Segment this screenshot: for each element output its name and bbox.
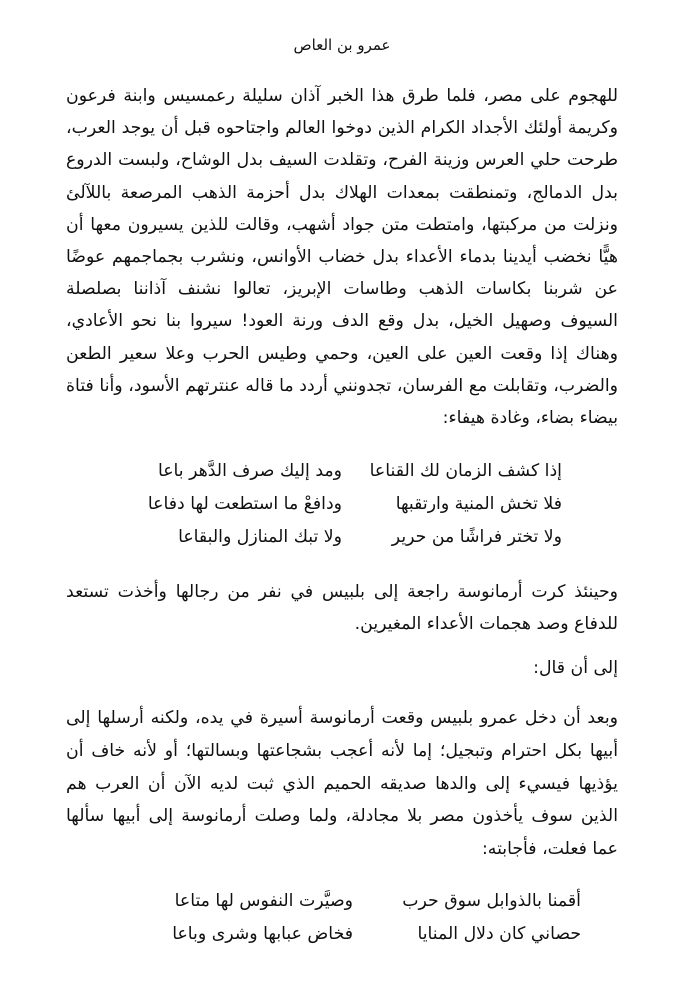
poem-line [0, 488, 684, 521]
poem-block-1 [0, 455, 684, 554]
hemistich-second: وصيَّرت النفوس لها متاعا [174, 891, 353, 911]
poem-line [0, 918, 684, 951]
lead-in-line: إلى أن قال: [533, 658, 618, 678]
hemistich-second: ودافعْ ما استطعت لها دفاعا [147, 494, 342, 514]
poem-line [0, 885, 684, 918]
running-head: عمرو بن العاص [293, 36, 391, 54]
hemistich-second: ومد إليك صرف الدَّهر باعا [157, 461, 342, 481]
hemistich-second: ولا تبك المنازل والبقاعا [178, 527, 342, 547]
hemistich-first: إذا كشف الزمان لك القناعا [369, 461, 562, 481]
poem-block-2 [0, 885, 684, 951]
hemistich-first: حصاني كان دلال المنايا [417, 924, 581, 944]
poem-line [0, 521, 684, 554]
hemistich-first: ولا تختر فراشًا من حرير [391, 527, 562, 547]
paragraph-2: وحينئذ كرت أرمانوسة راجعة إلى بلبيس في نفر من رجالها وأخذت تستعد للدفاع وصد هجمات الأعداء المغيرين. [66, 582, 618, 634]
hemistich-first: أقمنا بالذوابل سوق حرب [402, 891, 581, 911]
paragraph-3: وبعد أن دخل عمرو بلبيس وقعت أرمانوسة أسيرة في يده، ولكنه أرسلها إلى أبيها بكل احترام وتبجيل؛ إما لأنه أعجب بشجاعتها وبسالتها؛ أو لأنه خاف أن يؤذيها فيسيء إلى والدها صديقه الحميم الذي ثبت لديه الآن أن العرب هم الذين سوف يأخذون مصر بلا مجادلة، ولما وصلت أرمانوسة إلى أبيها سألها عما فعلت، فأجابته: [66, 708, 618, 860]
poem-line [0, 455, 684, 488]
hemistich-second: فخاض عبابها وشرى وباعا [172, 924, 353, 944]
hemistich-first: فلا تخش المنية وارتقبها [395, 494, 562, 514]
paragraph-1: للهجوم على مصر، فلما طرق هذا الخبر آذان سليلة رعمسيس وابنة فرعون وكريمة أولئك الأجداد الكرام الذين دوخوا العالم واجتاحوه قبل أن يوجد العرب، طرحت حلي العرس وزينة الفرح، وتقلدت السيف بدل الوشاح، ولبست الدروع بدل الدمالج، وتمنطقت بمعدات الهلاك بدل أحزمة الذهب المرصعة باللآلئ ونزلت من مركبتها، وامتطت متن جواد أشهب، وقالت للذين يسيرون معها أن هيًّا نخضب أيدينا بدماء الأعداء بدل خضاب الأوانس، ونشرب بجماجمهم عوضًا عن شربنا بكاسات الذهب وطاسات الإبريز، تعالوا نشنف آذاننا بصلصلة السيوف وصهيل الخيل، بدل وقع الدف ورنة العود! سيروا بنا نحو الأعادي، وهناك إذا وقعت العين على العين، وحمي وطيس الحرب وعلا سعير الطعن والضرب، وتقابلت مع الفرسان، تجدونني أردد ما قاله عنترتهم الأسود، وأنا فتاة بيضاء بضاء، وغادة هيفاء: [66, 86, 618, 429]
